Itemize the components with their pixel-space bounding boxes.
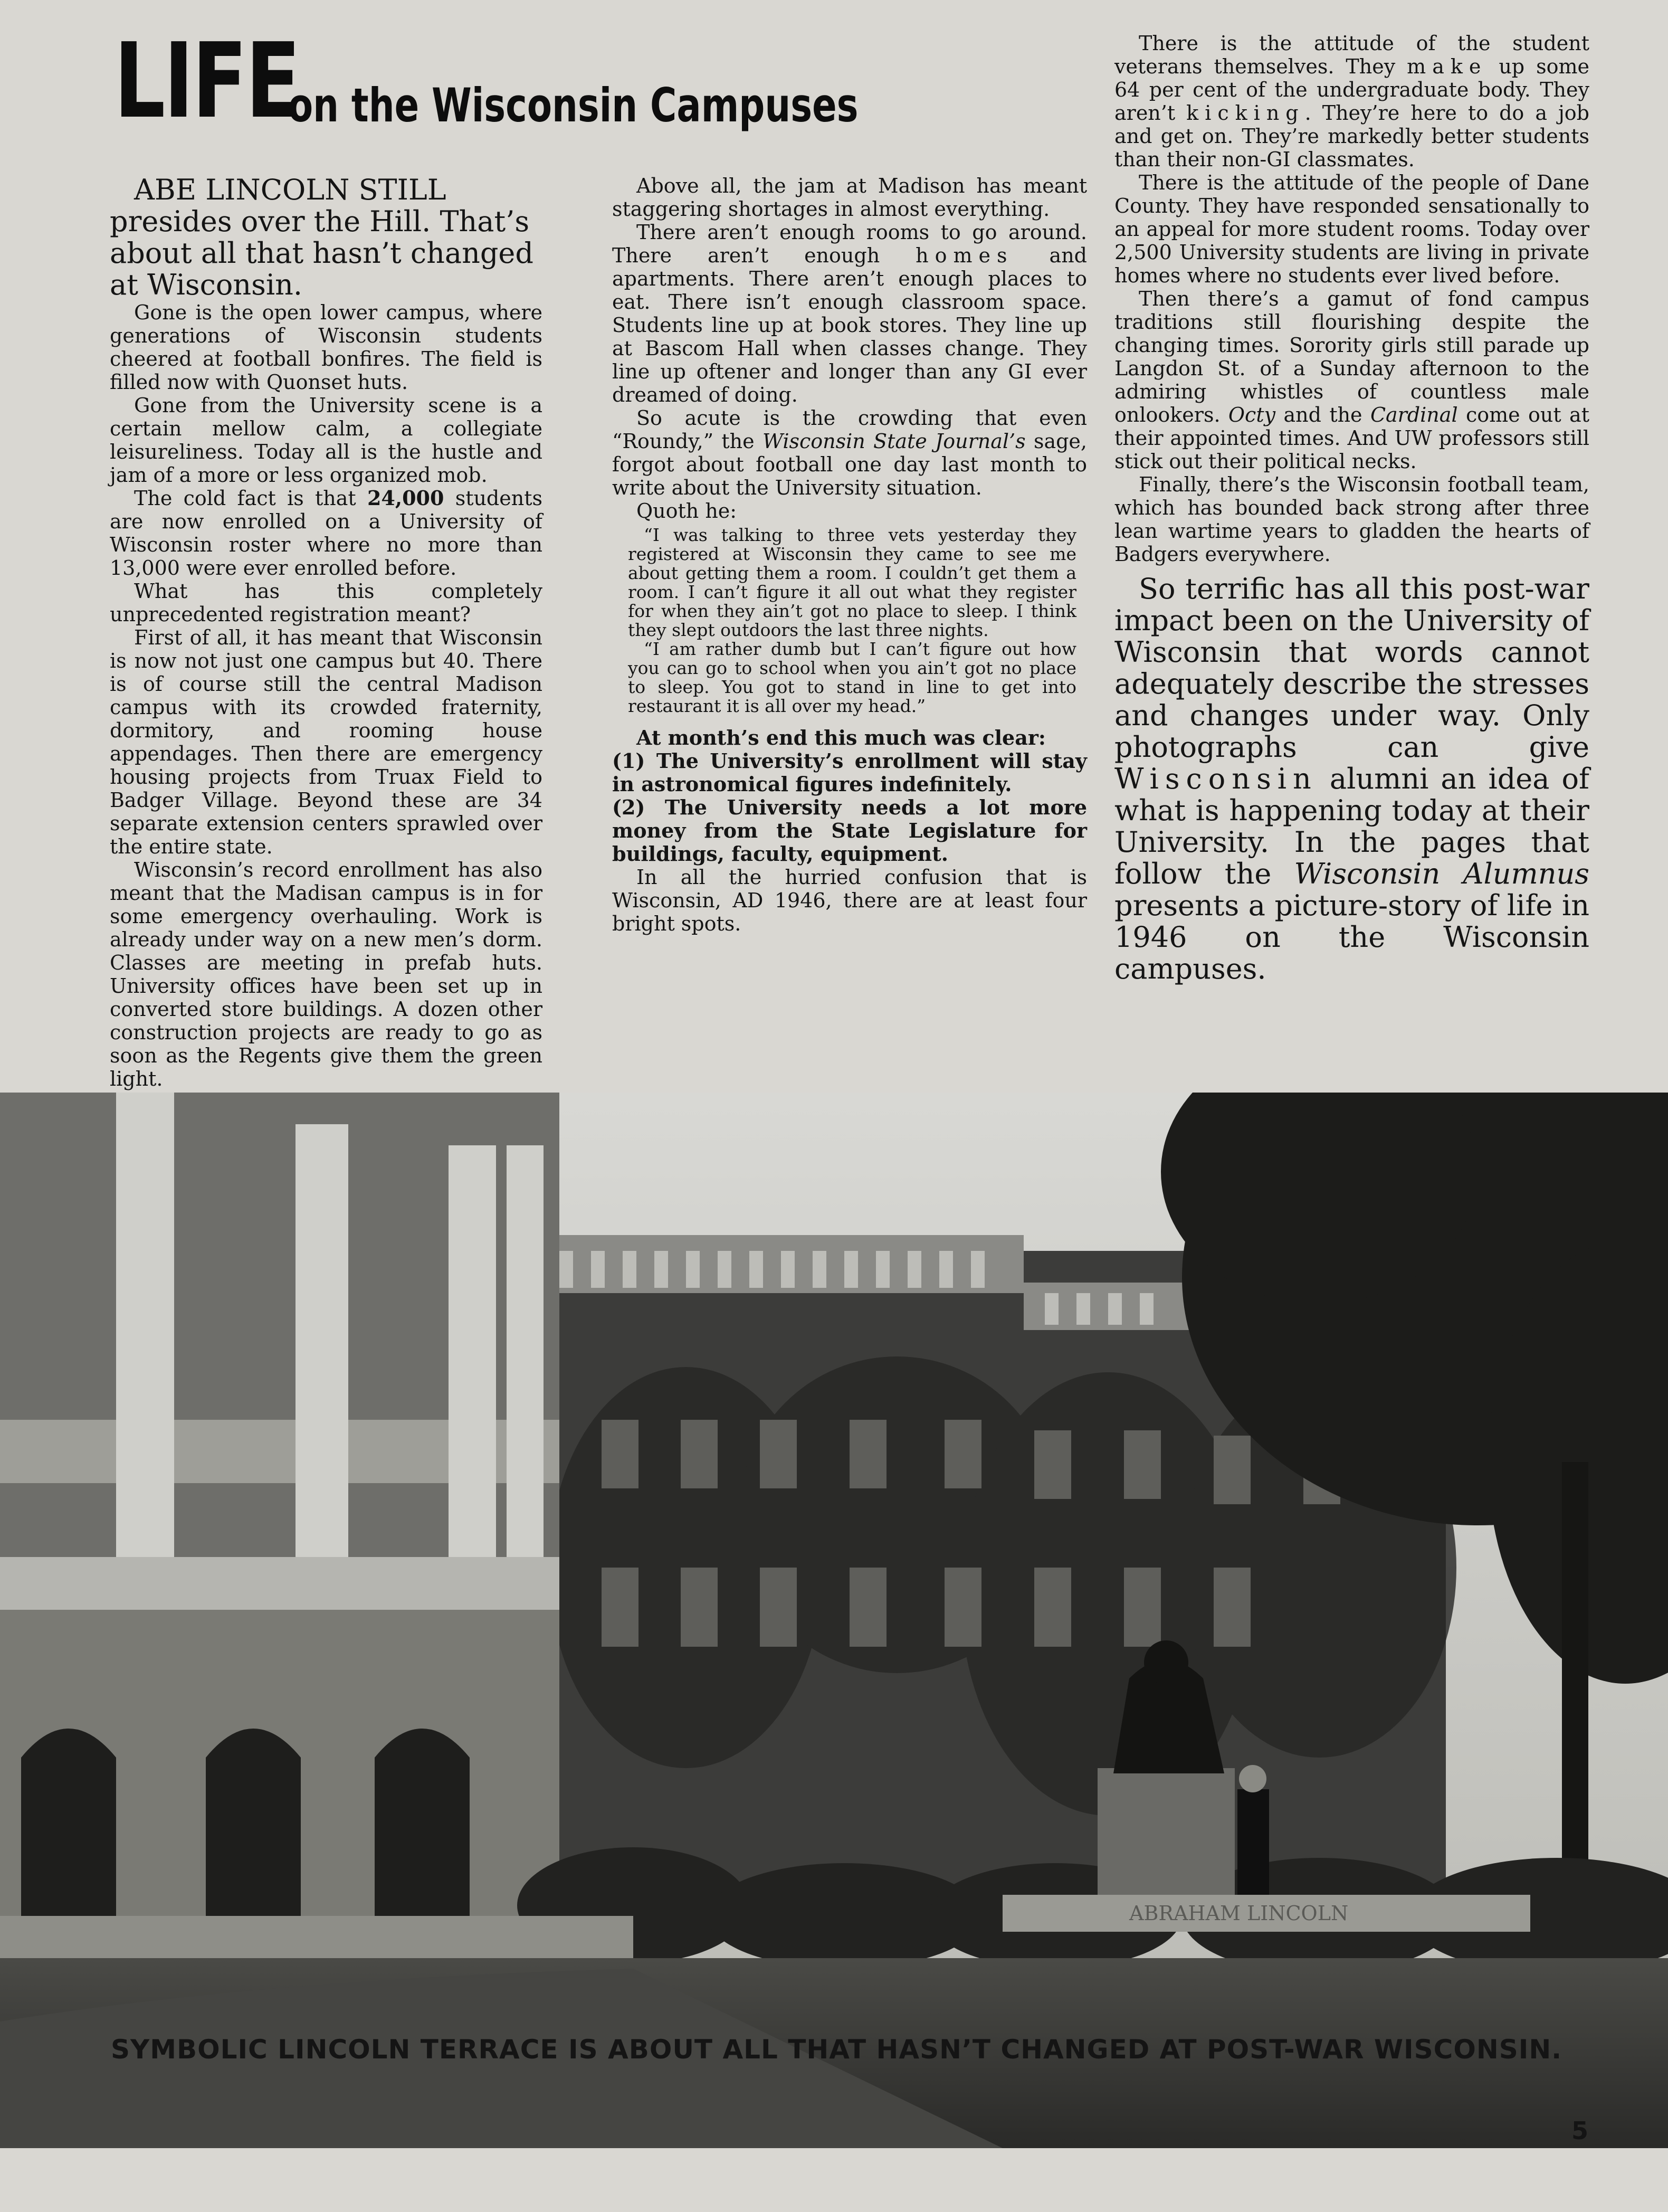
paragraph: Above all, the jam at Madison has meant staggering shortages in almost everything. [612,174,1087,221]
quote-paragraph: “I was talking to three vets yesterday they registered at Wisconsin they came to see me about getting them a room. I couldn’t get them a room. I can’t figure it all out what they register for when they ain’t got no place to sleep. I think they slept outdoors the last three nights. [628,525,1076,640]
photo-illustration [0,1093,1668,2148]
paragraph: What has this completely unprecedented registration meant? [110,580,542,626]
bascom-hall-photo [0,1093,1668,2148]
headline-title: LIFE [114,21,299,141]
bold-paragraph: At month’s end this much was clear: [636,726,1046,749]
closing-paragraph: So terrific has all this post-war impact been on the University of Wisconsin that words cannot adequately describe the stresses and changes under way. Only photographs can give Wisconsin alumni an idea of what is happening today at their University. In the pages that follow the Wisconsin Alumnus presents a picture-story of life in 1946 on the Wisconsin campuses. [1114,572,1589,985]
paragraph: Then there’s a gamut of fond campus traditions still flourishing despite the changing times. Sorority girls still parade up Langdon St. of a Sunday afternoon to the admiring whistles of countless male onlookers. Octy and the Cardinal come out at their appointed times. And UW professors still stick out their political necks. [1114,287,1589,473]
roundy-quote [612,526,1087,716]
paragraph: Gone is the open lower campus, where generations of Wisconsin students cheered at football bonfires. The field is filled now with Quonset huts. [110,301,542,394]
lead-paragraph: ABE LINCOLN STILL presides over the Hill. That’s about all that hasn’t changed at Wisconsin. [110,173,533,301]
article-column-3 [1114,32,1589,985]
headline [114,21,859,141]
headline-subtitle: on the Wisconsin Campuses [288,78,859,132]
conclusions-block [612,726,1087,866]
paragraph: Gone from the University scene is a certain mellow calm, a collegiate leisureliness. Today all is the hustle and jam of a more or less organized mob. [110,394,542,487]
paragraph: So acute is the crowding that even “Roundy,” the Wisconsin State Journal’s sage, forgot about football one day last month to write about the University situation. [612,406,1087,499]
page-number: 5 [1571,2116,1589,2145]
photo-caption: SYMBOLIC LINCOLN TERRACE IS ABOUT ALL THAT HASN’T CHANGED AT POST-WAR WISCONSIN. [111,2034,1562,2065]
article-column-1 [110,174,542,1090]
paragraph: The cold fact is that 24,000 students are now enrolled on a University of Wisconsin roster where no more than 13,000 were ever enrolled before. [110,486,542,580]
paragraph: Quoth he: [636,499,737,523]
paragraph: There aren’t enough rooms to go around. There aren’t enough homes and apartments. There aren’t enough places to eat. There isn’t enough classroom space. Students line up at book stores. They line up at Bascom Hall when classes change. They line up oftener and longer than any GI ever dreamed of doing. [612,221,1087,406]
quote-paragraph: “I am rather dumb but I can’t figure out how you can go to school when you ain’t got no place to sleep. You got to stand in line to get into restaurant it is all over my head.” [628,639,1076,716]
bold-paragraph: (2) The University needs a lot more money from the State Legislature for buildings, faculty, equipment. [612,795,1087,866]
bold-paragraph: (1) The University’s enrollment will stay in astronomical figures indefinitely. [612,749,1087,796]
paragraph: First of all, it has meant that Wisconsin is now not just one campus but 40. There is of course still the central Madison campus with its crowded fraternity, dormitory, and rooming house appendages. Then there are emergency housing projects from Truax Field to Badger Village. Beyond these are 34 separate extension centers sprawled over the entire state. [110,626,542,858]
paragraph: There is the attitude of the people of Dane County. They have responded sensationally to an appeal for more student rooms. Today over 2,500 University students are living in private homes where no students ever lived before. [1114,171,1589,287]
paragraph: Finally, there’s the Wisconsin football team, which has bounded back strong after three lean wartime years to gladden the hearts of Badgers everywhere. [1114,473,1589,566]
article-column-2 [612,174,1087,935]
paragraph: Wisconsin’s record enrollment has also meant that the Madisan campus is in for some emergency overhauling. Work is already under way on a new men’s dorm. Classes are meeting in prefab huts. University offices have been set up in converted store buildings. A dozen other construction projects are ready to go as soon as the Regents give them the green light. [110,858,542,1090]
photo-inscription: ABRAHAM LINCOLN [1129,1902,1349,1925]
paragraph: There is the attitude of the student veterans themselves. They make up some 64 per cent of the undergraduate body. They aren’t kicking. They’re here to do a job and get on. They’re markedly better students than their non-GI classmates. [1114,32,1590,171]
paragraph: In all the hurried confusion that is Wisconsin, AD 1946, there are at least four bright spots. [612,866,1087,935]
